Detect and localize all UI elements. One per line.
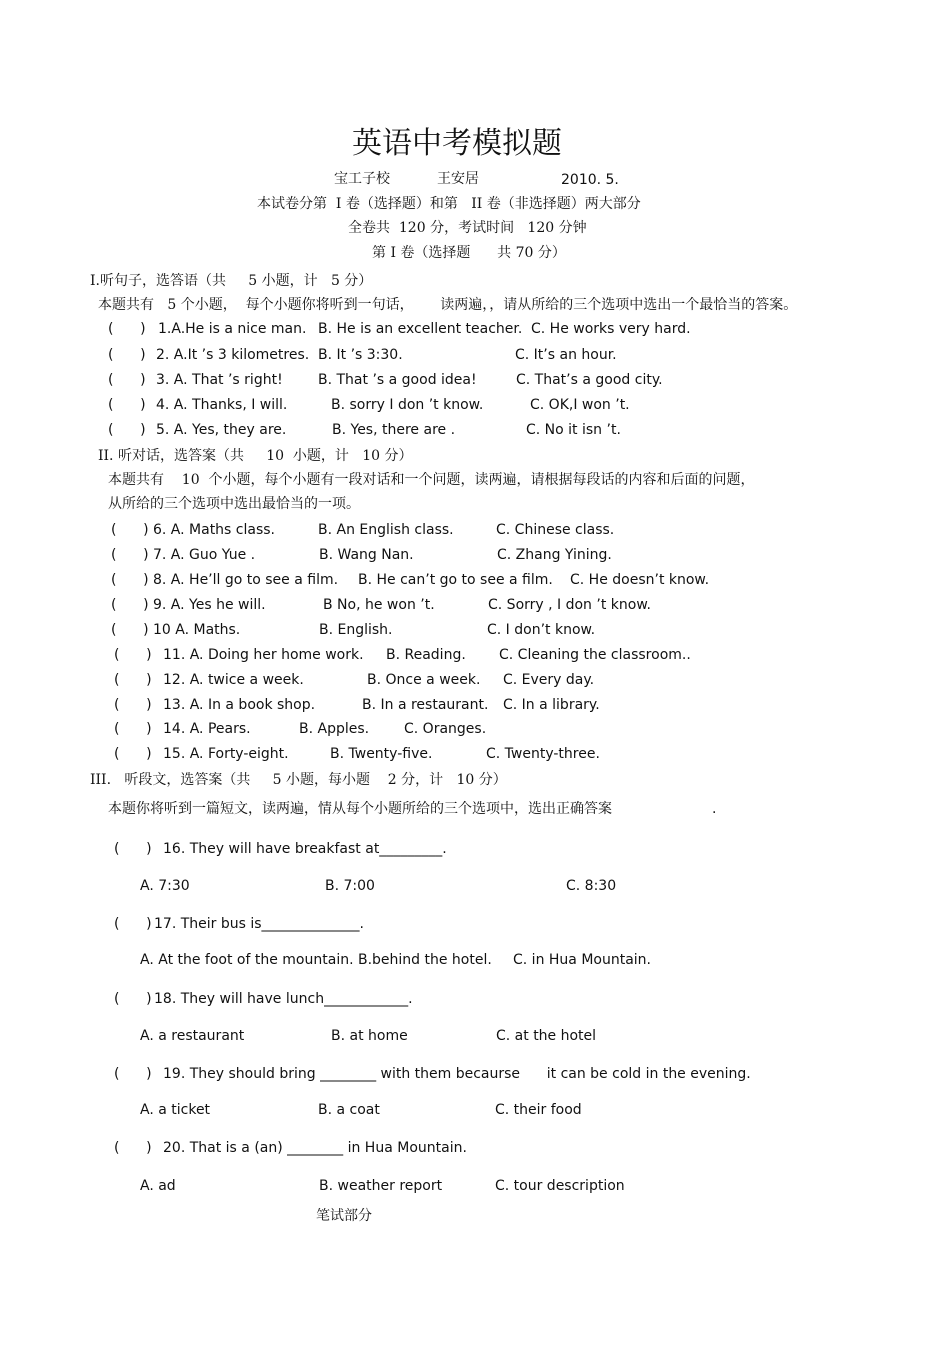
- options-row: [0, 1177, 950, 1197]
- option-b: B. He is an excellent teacher.: [318, 321, 523, 337]
- option-c: C. Twenty-three.: [486, 746, 600, 762]
- option-b: B. at home: [331, 1028, 408, 1044]
- option-c: C. OK,I won ’t.: [530, 397, 630, 413]
- question-row: [0, 720, 950, 740]
- section3-instruction: 本题你将听到一篇短文，读两遍，情从每个小题所给的三个选项中，选出正确答案: [108, 801, 612, 817]
- option-b: B. English.: [319, 622, 393, 638]
- option-c: C. Chinese class.: [496, 522, 615, 538]
- option-c: C. I don’t know.: [487, 622, 596, 638]
- options-row: [0, 877, 950, 897]
- option-c: C. Zhang Yining.: [497, 547, 612, 563]
- question-row: [0, 346, 950, 366]
- answer-bracket[interactable]: ( ): [111, 522, 149, 538]
- score-time-note: 全卷共 120 分，考试时间 120 分钟: [348, 220, 587, 236]
- option-b: B. He can’t go to see a film.: [358, 572, 553, 588]
- option-c: C. He works very hard.: [531, 321, 691, 337]
- question-row: [0, 621, 950, 641]
- option-a: 15. A. Forty-eight.: [163, 746, 289, 762]
- option-b: B. That ’s a good idea!: [318, 372, 477, 388]
- section2-instruction-cont: 从所给的三个选项中选出最恰当的一项。: [108, 496, 360, 512]
- option-b: B. Twenty-five.: [330, 746, 433, 762]
- answer-bracket[interactable]: ( ): [108, 372, 146, 388]
- answer-bracket[interactable]: ( ): [108, 397, 146, 413]
- option-c: C. In a library.: [503, 697, 600, 713]
- option-c: C. their food: [495, 1102, 582, 1118]
- option-c: C. No it isn ’t.: [526, 422, 621, 438]
- part1-heading: 第 I 卷（选择题 共 70 分）: [372, 245, 566, 261]
- option-a: 8. A. He’ll go to see a film.: [153, 572, 339, 588]
- answer-bracket[interactable]: ( ): [111, 622, 149, 638]
- answer-bracket[interactable]: ( ): [114, 916, 152, 932]
- question-row: [0, 696, 950, 716]
- answer-bracket[interactable]: ( ): [114, 721, 152, 737]
- section3-instruction-end: .: [712, 801, 717, 817]
- option-a: A. 7:30: [140, 878, 190, 894]
- option-a: A. ad: [140, 1178, 176, 1194]
- question-text: 19. They should bring ________ with them becaurse it can be cold in the evening.: [163, 1066, 751, 1082]
- question-text: 17. Their bus is______________.: [154, 916, 364, 932]
- exam-date: 2010. 5.: [561, 172, 619, 188]
- answer-bracket[interactable]: ( ): [114, 841, 152, 857]
- option-a: 7. A. Guo Yue .: [153, 547, 256, 563]
- option-c: C. in Hua Mountain.: [513, 952, 651, 968]
- question-row: [0, 571, 950, 591]
- answer-bracket[interactable]: ( ): [114, 697, 152, 713]
- question-row: [0, 546, 950, 566]
- option-b: B. sorry I don ’t know.: [331, 397, 484, 413]
- option-b: B. An English class.: [318, 522, 454, 538]
- option-a: A. a ticket: [140, 1102, 211, 1118]
- option-a: 6. A. Maths class.: [153, 522, 276, 538]
- answer-bracket[interactable]: ( ): [108, 422, 146, 438]
- option-a: 5. A. Yes, they are.: [156, 422, 287, 438]
- answer-bracket[interactable]: ( ): [111, 597, 149, 613]
- answer-bracket[interactable]: ( ): [114, 1140, 152, 1156]
- question-row: [0, 1139, 950, 1159]
- option-b: B. Wang Nan.: [319, 547, 414, 563]
- written-part-heading: 笔试部分: [316, 1208, 372, 1224]
- option-a: A. a restaurant: [140, 1028, 245, 1044]
- paper-parts-note: 本试卷分第 I 卷（选择题）和第 II 卷（非选择题）两大部分: [257, 196, 641, 212]
- question-text: 18. They will have lunch____________.: [154, 991, 413, 1007]
- option-c: C. 8:30: [566, 878, 617, 894]
- options-row: [0, 951, 950, 971]
- question-row: [0, 671, 950, 691]
- option-a: 11. A. Doing her home work.: [163, 647, 364, 663]
- question-row: [0, 320, 950, 340]
- option-b: B. weather report: [319, 1178, 443, 1194]
- option-c: C. Oranges.: [404, 721, 487, 737]
- answer-bracket[interactable]: ( ): [108, 347, 146, 363]
- question-row: [0, 421, 950, 441]
- option-a: 3. A. That ’s right!: [156, 372, 283, 388]
- option-c: C. Every day.: [503, 672, 595, 688]
- option-c: C. Cleaning the classroom..: [499, 647, 691, 663]
- question-text: 16. They will have breakfast at_________.: [163, 841, 447, 857]
- option-a: 4. A. Thanks, I will.: [156, 397, 288, 413]
- answer-bracket[interactable]: ( ): [114, 746, 152, 762]
- option-b: B. In a restaurant.: [362, 697, 489, 713]
- option-b: B. It ’s 3:30.: [318, 347, 403, 363]
- option-b: B. a coat: [318, 1102, 380, 1118]
- option-c: C. at the hotel: [496, 1028, 597, 1044]
- option-c: C. Sorry , I don ’t know.: [488, 597, 651, 613]
- question-row: [0, 1065, 950, 1085]
- question-row: [0, 745, 950, 765]
- option-a: 13. A. In a book shop.: [163, 697, 316, 713]
- answer-bracket[interactable]: ( ): [114, 1066, 152, 1082]
- option-b: B. Yes, there are .: [332, 422, 456, 438]
- question-row: [0, 396, 950, 416]
- options-row: [0, 1101, 950, 1121]
- option-a: 1.A.He is a nice man.: [158, 321, 307, 337]
- answer-bracket[interactable]: ( ): [114, 647, 152, 663]
- question-row: [0, 521, 950, 541]
- options-row: [0, 1027, 950, 1047]
- option-b: B. Apples.: [299, 721, 370, 737]
- option-c: C. tour description: [495, 1178, 625, 1194]
- question-row: [0, 371, 950, 391]
- answer-bracket[interactable]: ( ): [108, 321, 146, 337]
- answer-bracket[interactable]: ( ): [111, 572, 149, 588]
- option-a: 14. A. Pears.: [163, 721, 251, 737]
- option-a: 9. A. Yes he will.: [153, 597, 266, 613]
- option-b: B. 7:00: [325, 878, 375, 894]
- section2-heading: II. 听对话，选答案（共 10 小题，计 10 分）: [98, 448, 413, 464]
- option-c: C. It’s an hour.: [515, 347, 617, 363]
- school-name: 宝工子校: [334, 171, 390, 187]
- option-b: B. Once a week.: [367, 672, 481, 688]
- answer-bracket[interactable]: ( ): [111, 547, 149, 563]
- option-a: A. At the foot of the mountain. B.behind the hotel.: [140, 952, 492, 968]
- question-row: [0, 646, 950, 666]
- option-c: C. He doesn’t know.: [570, 572, 710, 588]
- question-row: [0, 840, 950, 860]
- option-b: B. Reading.: [386, 647, 466, 663]
- section1-instruction: 本题共有 5 个小题， 每个小题你将听到一句话， 读两遍，，请从所给的三个选项中选出一个最恰当的答案。: [98, 297, 798, 313]
- section3-heading: III. 听段文，选答案（共 5 小题，每小题 2 分，计 10 分）: [90, 772, 507, 788]
- option-a: 10 A. Maths.: [153, 622, 241, 638]
- section2-instruction: 本题共有 10 个小题，每个小题有一段对话和一个问题，读两遍，请根据每段话的内容和后面的问题，: [108, 472, 755, 488]
- answer-bracket[interactable]: ( ): [114, 991, 152, 1007]
- author-name: 王安居: [437, 171, 479, 187]
- page-title: 英语中考模拟题: [352, 126, 562, 161]
- option-c: C. That’s a good city.: [516, 372, 663, 388]
- question-text: 20. That is a (an) ________ in Hua Mountain.: [163, 1140, 467, 1156]
- question-row: [0, 596, 950, 616]
- answer-bracket[interactable]: ( ): [114, 672, 152, 688]
- option-b: B No, he won ’t.: [323, 597, 435, 613]
- option-a: 12. A. twice a week.: [163, 672, 304, 688]
- question-row: [0, 990, 950, 1010]
- question-row: [0, 915, 950, 935]
- option-a: 2. A.It ’s 3 kilometres.: [156, 347, 310, 363]
- section1-heading: I.听句子，选答语（共 5 小题，计 5 分）: [90, 273, 373, 289]
